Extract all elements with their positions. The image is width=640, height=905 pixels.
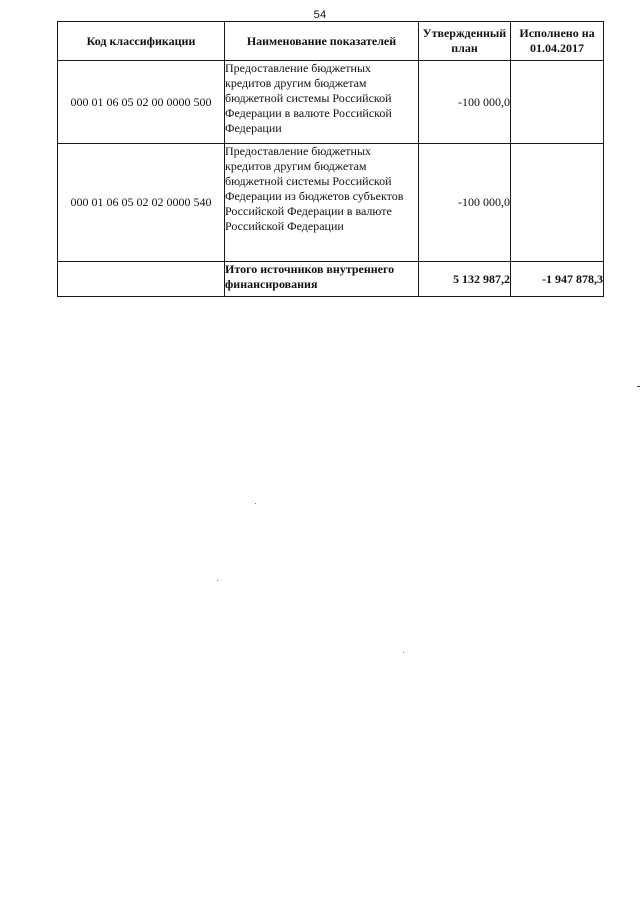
header-plan: Утвержденный план xyxy=(419,22,511,61)
sources-financing-table xyxy=(57,21,604,297)
row-executed xyxy=(511,61,604,144)
row-executed xyxy=(511,144,604,262)
row-name: Предоставление бюджетных кредитов другим бюджетам бюджетной системы Российской Федерации из бюджетов субъектов Российской Федерации в валюте Российской Федерации xyxy=(225,144,419,262)
row-plan: -100 000,0 xyxy=(419,144,511,262)
header-code: Код классификации xyxy=(58,22,225,61)
total-name: Итого источников внутреннего финансирования xyxy=(225,262,419,297)
table-header-row xyxy=(58,22,604,61)
total-executed: -1 947 878,3 xyxy=(511,262,604,297)
total-plan: 5 132 987,2 xyxy=(419,262,511,297)
table-row xyxy=(58,61,604,144)
scan-speck xyxy=(255,503,256,504)
row-plan: -100 000,0 xyxy=(419,61,511,144)
total-row xyxy=(58,262,604,297)
scan-speck xyxy=(217,580,218,581)
page-number: 54 xyxy=(313,9,327,21)
row-code: 000 01 06 05 02 02 0000 540 xyxy=(58,144,225,262)
row-name: Предоставление бюджетных кредитов другим бюджетам бюджетной системы Российской Федерации в валюте Российской Федерации xyxy=(225,61,419,144)
total-code xyxy=(58,262,225,297)
header-name: Наименование показателей xyxy=(225,22,419,61)
row-code: 000 01 06 05 02 00 0000 500 xyxy=(58,61,225,144)
header-executed: Исполнено на 01.04.2017 xyxy=(511,22,604,61)
scan-speck xyxy=(403,652,404,653)
table-row xyxy=(58,144,604,262)
